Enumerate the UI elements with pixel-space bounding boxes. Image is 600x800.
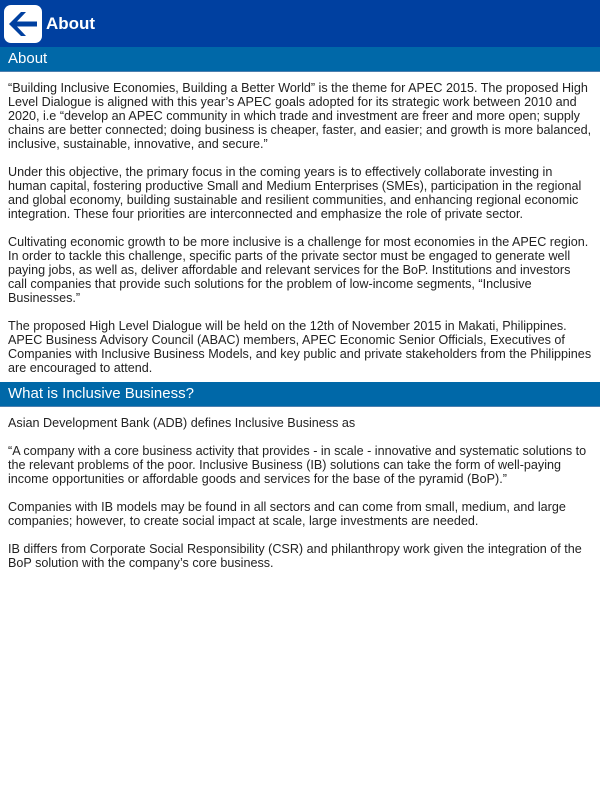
section-body	[0, 72, 600, 382]
app-header	[0, 0, 600, 47]
paragraph: Under this objective, the primary focus in the coming years is to effectively collaborate investing in human capital, fostering productive Small and Medium Enterprises (SMEs), participation in the regional and global economy, building sustainable and resilient communities, and enhancing regional economic integration. These four priorities are interconnected and emphasize the role of private sector.	[8, 165, 582, 221]
section-header: About	[0, 47, 600, 72]
paragraph: Cultivating economic growth to be more inclusive is a challenge for most economies in the APEC region. In order to tackle this challenge, specific parts of the private sector must be engaged to generate well paying jobs, as well as, deliver affordable and relevant services for the BoP. Institutions and investors call companies that provide such solutions for the problem of low-income segments, “Inclusive Businesses.”	[8, 235, 589, 305]
paragraph: “A company with a core business activity that provides - in scale - innovative and systematic solutions to the relevant problems of the poor. Inclusive Business (IB) solutions can take the form of well-paying income opportunities or affordable goods and services for the base of the pyramid (BoP).”	[8, 444, 587, 486]
paragraph: “Building Inclusive Economies, Building a Better World” is the theme for APEC 2015. The proposed High Level Dialogue is aligned with this year’s APEC goals adopted for its strategic work between 2010 and 2020, i.e “develop an APEC community in which trade and investment are freer and more open; supply chains are better connected; doing business is cheaper, faster, and easier; and growth is more balanced, inclusive, sustainable, innovative, and secure.”	[8, 81, 592, 151]
arrow-left-icon	[7, 10, 39, 38]
section-about	[0, 47, 600, 382]
section-header: What is Inclusive Business?	[0, 382, 600, 407]
section-inclusive-business	[0, 382, 600, 578]
back-button[interactable]	[4, 5, 42, 43]
section-body	[0, 407, 600, 578]
paragraph: Asian Development Bank (ADB) defines Inclusive Business as	[8, 416, 356, 430]
paragraph: The proposed High Level Dialogue will be held on the 12th of November 2015 in Makati, Philippines. APEC Business Advisory Council (ABAC) members, APEC Economic Senior Officials, Executives of Companies with Inclusive Business Models, and key public and private stakeholders from the Philippines are encouraged to attend.	[8, 319, 592, 375]
paragraph: Companies with IB models may be found in all sectors and can come from small, medium, and large companies; however, to create social impact at scale, large investments are needed.	[8, 500, 566, 528]
page-title: About	[46, 13, 96, 33]
paragraph: IB differs from Corporate Social Responsibility (CSR) and philanthropy work given the integration of the BoP solution with the company’s core business.	[8, 542, 582, 570]
